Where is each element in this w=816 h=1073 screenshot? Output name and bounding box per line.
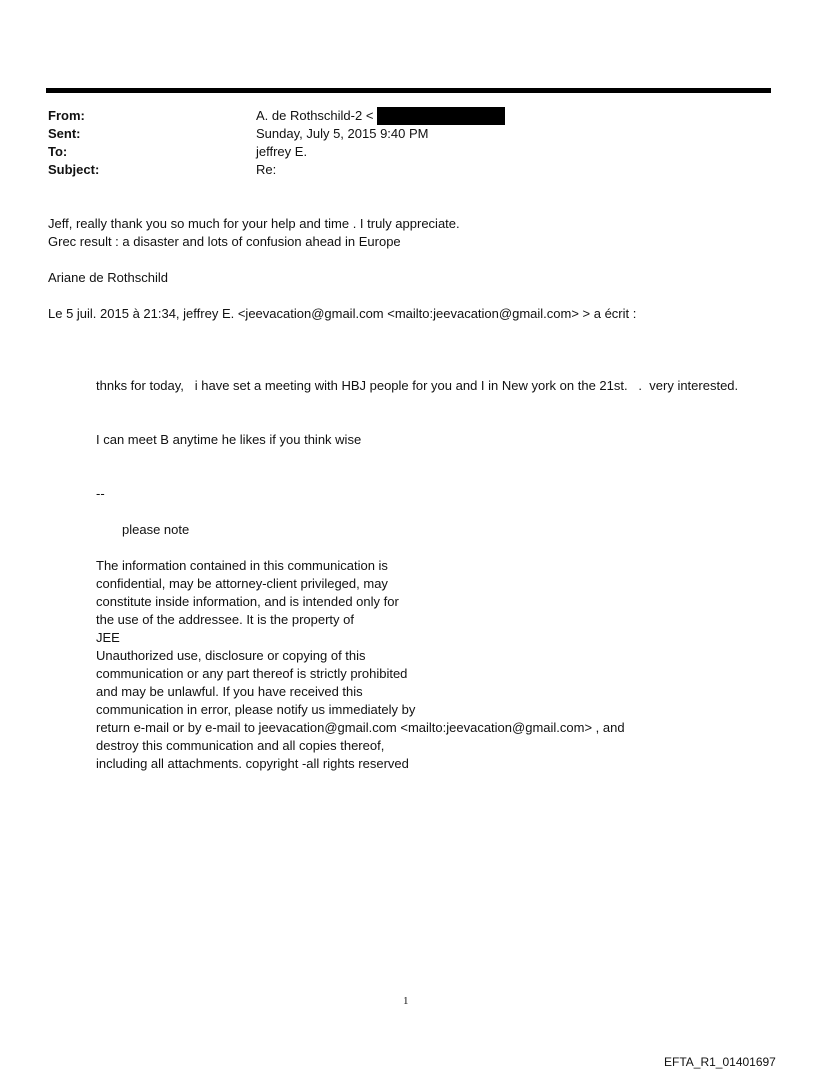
header-rule bbox=[46, 88, 771, 93]
quote-intro: Le 5 juil. 2015 à 21:34, jeffrey E. <jeevacation@gmail.com <mailto:jeevacation@gmail.com> > a écrit : bbox=[48, 306, 637, 321]
disclaimer-line: confidential, may be attorney-client privileged, may bbox=[96, 576, 388, 591]
signature: Ariane de Rothschild bbox=[48, 270, 168, 285]
disclaimer-line: return e-mail or by e-mail to jeevacation@gmail.com <mailto:jeevacation@gmail.com> , and bbox=[96, 720, 625, 735]
disclaimer-line: and may be unlawful. If you have received this bbox=[96, 684, 363, 699]
disclaimer-line: Unauthorized use, disclosure or copying of this bbox=[96, 648, 366, 663]
quoted-line-2: I can meet B anytime he likes if you think wise bbox=[96, 432, 362, 447]
disclaimer-line: communication in error, please notify us immediately by bbox=[96, 702, 416, 717]
subject-value: Re: bbox=[256, 162, 277, 177]
disclaimer-line: The information contained in this communication is bbox=[96, 558, 388, 573]
signature-separator: -- bbox=[96, 486, 105, 501]
body-line-1: Jeff, really thank you so much for your help and time . I truly appreciate. bbox=[48, 216, 460, 231]
disclaimer-line: JEE bbox=[96, 630, 120, 645]
sent-label: Sent: bbox=[48, 126, 81, 141]
page-number: 1 bbox=[403, 995, 409, 1007]
subject-label: Subject: bbox=[48, 162, 100, 177]
document-id: EFTA_R1_01401697 bbox=[664, 1055, 776, 1069]
disclaimer-line: destroy this communication and all copies thereof, bbox=[96, 738, 385, 753]
redaction-block bbox=[377, 107, 505, 125]
disclaimer-line: communication or any part thereof is strictly prohibited bbox=[96, 666, 408, 681]
please-note: please note bbox=[122, 522, 190, 537]
disclaimer-line: including all attachments. copyright -all rights reserved bbox=[96, 756, 409, 771]
disclaimer bbox=[96, 557, 625, 773]
from-sender: A. de Rothschild-2 < bbox=[256, 108, 374, 123]
to-label: To: bbox=[48, 144, 68, 159]
from-value bbox=[256, 107, 505, 125]
disclaimer-line: the use of the addressee. It is the property of bbox=[96, 612, 354, 627]
sent-value: Sunday, July 5, 2015 9:40 PM bbox=[256, 126, 429, 141]
disclaimer-line: constitute inside information, and is intended only for bbox=[96, 594, 399, 609]
from-label: From: bbox=[48, 108, 85, 123]
to-value: jeffrey E. bbox=[256, 144, 308, 159]
quoted-line-1: thnks for today, i have set a meeting with HBJ people for you and I in New york on the 21st. . very interested. bbox=[96, 378, 739, 393]
body-line-2: Grec result : a disaster and lots of confusion ahead in Europe bbox=[48, 234, 401, 249]
